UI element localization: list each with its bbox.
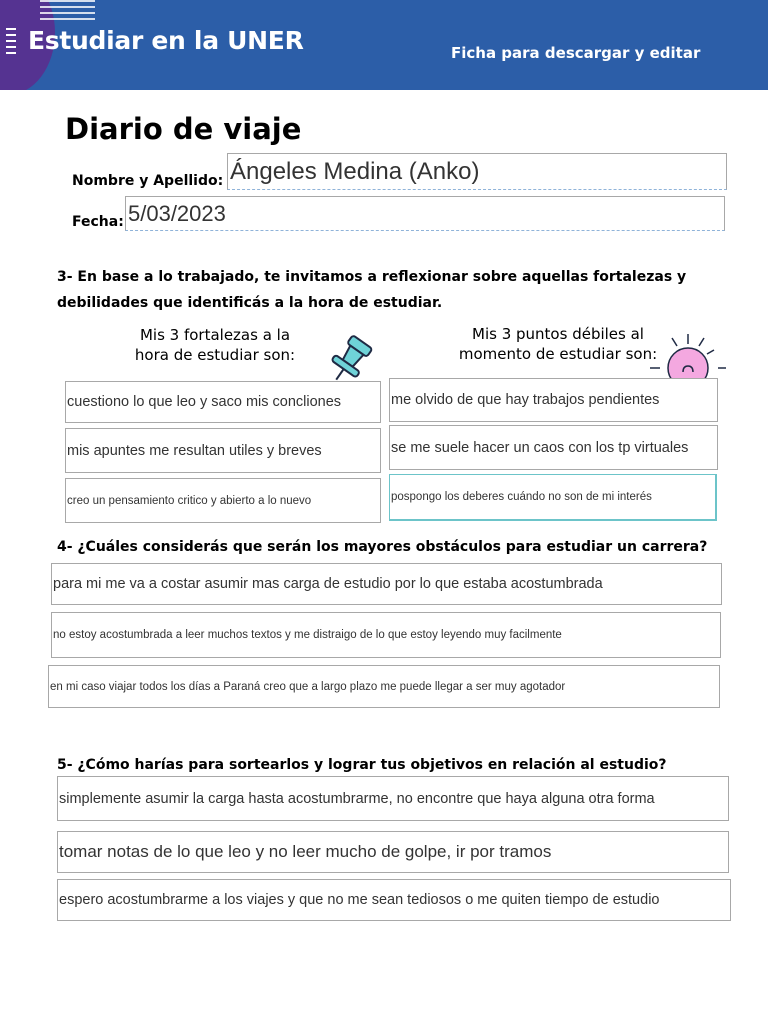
question-5: 5- ¿Cómo harías para sortearlos y lograr tus objetivos en relación al estudio? <box>57 757 667 773</box>
weaknesses-heading-line-1: Mis 3 puntos débiles al <box>472 325 644 343</box>
name-label: Nombre y Apellido: <box>72 173 224 189</box>
weakness-2[interactable]: se me suele hacer un caos con los tp virtuales <box>389 425 718 470</box>
lightbulb-icon <box>650 332 730 384</box>
strengths-heading-line-1: Mis 3 fortalezas a la <box>139 326 291 344</box>
date-label: Fecha: <box>72 214 124 230</box>
strength-1[interactable]: cuestiono lo que leo y saco mis concliones <box>65 381 381 423</box>
obstacle-2[interactable]: no estoy acostumbrada a leer muchos textos y me distraigo de lo que estoy leyendo muy facilmente <box>51 612 721 658</box>
strengths-heading-line-2: hora de estudiar son: <box>134 346 296 364</box>
weaknesses-heading-line-2: momento de estudiar son: <box>458 345 658 363</box>
strength-3[interactable]: creo un pensamiento critico y abierto a lo nuevo <box>65 478 381 523</box>
weaknesses-heading <box>448 324 668 364</box>
question-3: 3- En base a lo trabajado, te invitamos a reflexionar sobre aquellas fortalezas y debilidades que identificás a la hora de estudiar. <box>57 269 687 311</box>
weakness-1[interactable]: me olvido de que hay trabajos pendientes <box>389 378 718 422</box>
strengths-heading <box>110 325 320 365</box>
brand-title: Estudiar en la UNER <box>28 26 304 55</box>
header-subtitle: Ficha para descargar y editar <box>451 44 701 62</box>
strength-2[interactable]: mis apuntes me resultan utiles y breves <box>65 428 381 473</box>
name-field[interactable]: Ángeles Medina (Anko) <box>227 153 727 190</box>
solution-1[interactable]: simplemente asumir la carga hasta acostumbrarme, no encontre que haya alguna otra forma <box>57 776 729 821</box>
header-banner <box>0 0 768 90</box>
decorative-dots <box>6 28 16 56</box>
obstacle-3[interactable]: en mi caso viajar todos los días a Paraná creo que a largo plazo me puede llegar a ser muy agotador <box>48 665 720 708</box>
solution-2[interactable]: tomar notas de lo que leo y no leer mucho de golpe, ir por tramos <box>57 831 729 873</box>
weakness-3[interactable]: pospongo los deberes cuándo no son de mi interés <box>389 474 717 521</box>
question-4: 4- ¿Cuáles considerás que serán los mayores obstáculos para estudiar un carrera? <box>57 539 708 555</box>
page-title: Diario de viaje <box>65 112 302 146</box>
decorative-lines <box>40 0 95 22</box>
solution-3[interactable]: espero acostumbrarme a los viajes y que no me sean tediosos o me quiten tiempo de estudio <box>57 879 731 921</box>
obstacle-1[interactable]: para mi me va a costar asumir mas carga de estudio por lo que estaba acostumbrada <box>51 563 722 605</box>
pushpin-icon <box>324 334 376 386</box>
date-field[interactable]: 5/03/2023 <box>125 196 725 231</box>
